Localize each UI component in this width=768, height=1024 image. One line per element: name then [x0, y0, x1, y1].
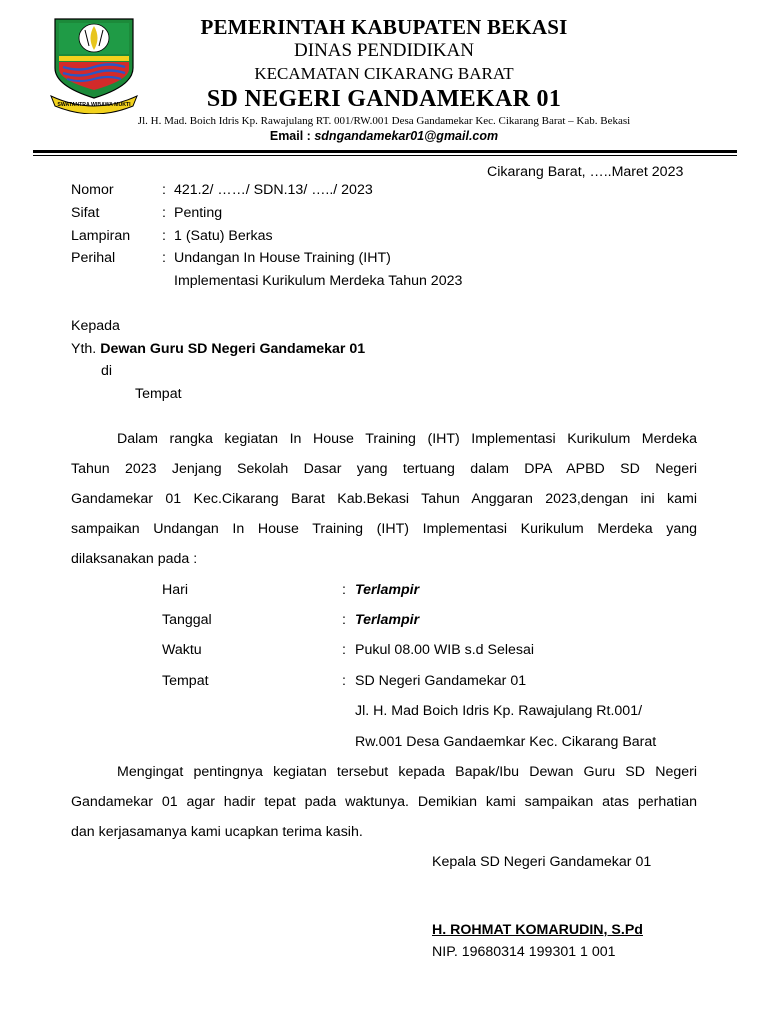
meta-sep: :: [162, 250, 166, 266]
letterhead-rule-thin: [33, 155, 737, 156]
meta-label-lampiran: Lampiran: [71, 228, 131, 244]
body-paragraph-1-line-2: Tahun 2023 Jenjang Sekolah Dasar yang tertuang dalam DPA APBD SD Negeri: [71, 461, 697, 477]
meta-label-sifat: Sifat: [71, 205, 100, 221]
body-paragraph-2-line-2: Gandamekar 01 agar hadir tepat pada waktunya. Demikian kami sampaikan atas perhatian: [71, 794, 697, 810]
letterhead-government: PEMERINTAH KABUPATEN BEKASI: [200, 15, 568, 39]
detail-label-tanggal: Tanggal: [162, 612, 212, 628]
body-paragraph-1-line-5: dilaksanakan pada :: [71, 551, 198, 567]
detail-value-hari: Terlampir: [355, 582, 420, 598]
detail-label-tempat: Tempat: [162, 673, 209, 689]
logo-ribbon-text: SWATANTRA WIBAWA MUKTI: [57, 102, 131, 108]
meta-value-sifat: Penting: [174, 205, 223, 221]
meta-value-nomor: 421.2/ ……/ SDN.13/ …../ 2023: [174, 182, 373, 198]
letterhead-school-name: SD NEGERI GANDAMEKAR 01: [206, 86, 562, 112]
letterhead-email: [0, 129, 768, 143]
letterhead-district: KECAMATAN CIKARANG BARAT: [254, 64, 514, 83]
detail-sep: :: [342, 642, 346, 658]
detail-label-waktu: Waktu: [162, 642, 202, 658]
body-paragraph-2-line-1: Mengingat pentingnya kegiatan tersebut kepada Bapak/Ibu Dewan Guru SD Negeri: [117, 764, 697, 780]
letterhead-agency: DINAS PENDIDIKAN: [294, 40, 474, 61]
detail-value-tempat: SD Negeri Gandamekar 01: [355, 673, 527, 689]
meta-sep: :: [162, 182, 166, 198]
meta-sep: :: [162, 228, 166, 244]
body-paragraph-1-line-3: Gandamekar 01 Kec.Cikarang Barat Kab.Bekasi Tahun Anggaran 2023,dengan ini kami: [71, 491, 697, 507]
signature-nip: NIP. 19680314 199301 1 001: [432, 944, 616, 960]
email-value: sdngandamekar01@gmail.com: [314, 129, 499, 143]
meta-label-perihal: Perihal: [71, 250, 116, 266]
letterhead-rule-thick: [33, 150, 737, 153]
email-label: Email :: [269, 129, 311, 143]
body-paragraph-1-line-1: Dalam rangka kegiatan In House Training (IHT) Implementasi Kurikulum Merdeka: [117, 431, 697, 447]
detail-value-waktu: Pukul 08.00 WIB s.d Selesai: [355, 642, 535, 658]
recipient-name: Dewan Guru SD Negeri Gandamekar 01: [100, 341, 366, 357]
meta-label-nomor: Nomor: [71, 182, 114, 198]
detail-sep: :: [342, 673, 346, 689]
recipient-tempat: Tempat: [135, 386, 182, 402]
recipient-line: [71, 341, 365, 358]
body-paragraph-2-line-3: dan kerjasamanya kami ucapkan terima kasih.: [71, 824, 363, 840]
detail-sep: :: [342, 582, 346, 598]
meta-value-lampiran: 1 (Satu) Berkas: [174, 228, 273, 244]
meta-value-perihal: Undangan In House Training (IHT): [174, 250, 391, 266]
venue-address-line-2: Rw.001 Desa Gandaemkar Kec. Cikarang Barat: [355, 734, 657, 750]
detail-value-tanggal: Terlampir: [355, 612, 420, 628]
letterhead-address: Jl. H. Mad. Boich Idris Kp. Rawajulang RT. 001/RW.001 Desa Gandamekar Kec. Cikarang Barat – Kab. Bekasi: [137, 115, 631, 127]
meta-value-perihal-line2: Implementasi Kurikulum Merdeka Tahun 2023: [174, 273, 463, 289]
signature-title: Kepala SD Negeri Gandamekar 01: [432, 854, 652, 870]
place-date: Cikarang Barat, …..Maret 2023: [487, 164, 684, 180]
signature-name: H. ROHMAT KOMARUDIN, S.Pd: [432, 922, 643, 938]
venue-address-line-1: Jl. H. Mad Boich Idris Kp. Rawajulang Rt.001/: [355, 703, 643, 719]
recipient-di: di: [101, 363, 113, 379]
recipient-kepada: Kepada: [71, 318, 120, 334]
recipient-yth: Yth.: [71, 341, 97, 357]
body-paragraph-1-line-4: sampaikan Undangan In House Training (IHT) Implementasi Kurikulum Merdeka yang: [71, 521, 697, 537]
meta-sep: :: [162, 205, 166, 221]
detail-label-hari: Hari: [162, 582, 189, 598]
detail-sep: :: [342, 612, 346, 628]
